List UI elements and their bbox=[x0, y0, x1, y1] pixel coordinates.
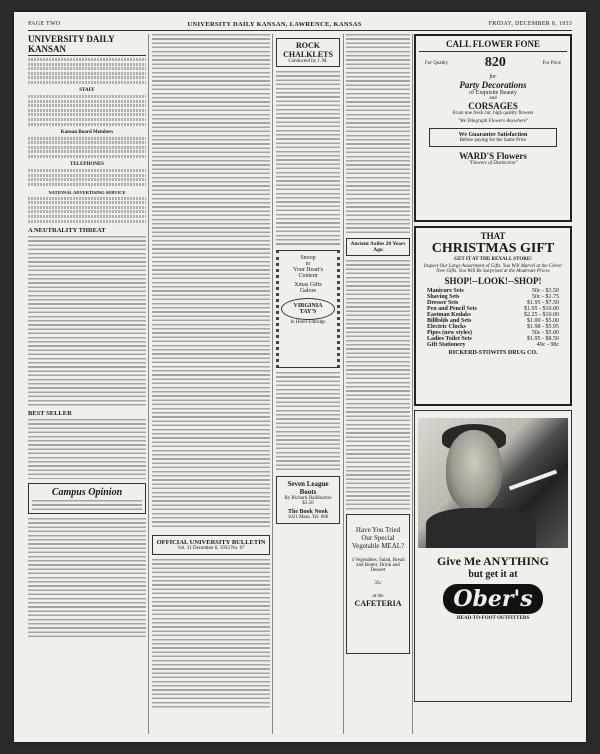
column-ads bbox=[414, 34, 572, 706]
rexall-item-name: Ladies Toilet Sets bbox=[427, 336, 472, 342]
obers-logo: Ober's bbox=[443, 584, 542, 614]
snoop-line-4: Content bbox=[298, 273, 318, 279]
flowers-range: From one fresh cut, high quality flowers bbox=[452, 111, 534, 116]
rexall-item-list bbox=[427, 288, 559, 348]
column-three-text bbox=[276, 372, 340, 472]
masthead-details bbox=[28, 58, 146, 84]
rexall-item-name: Shaving Sets bbox=[427, 294, 460, 300]
portrait-suit bbox=[426, 508, 536, 548]
rexall-item-name: Eastman Kodaks bbox=[427, 312, 471, 318]
column-rule bbox=[272, 34, 273, 734]
cafeteria-headline: Have You Tried Our Special Vegetable MEAL? bbox=[351, 526, 405, 550]
page-header bbox=[28, 18, 572, 31]
ancient-axiles-title: Ancient Axiles 20 Years Ago bbox=[350, 241, 406, 253]
snoop-line-6: Galore bbox=[299, 288, 317, 294]
flowers-and: and bbox=[489, 96, 497, 101]
rexall-item-price: $1.00 - $5.00 bbox=[527, 318, 559, 324]
rexall-item-price: 50c - $5.00 bbox=[531, 330, 559, 336]
book-nook-address: 1021 Mass. Tel. 666 bbox=[287, 515, 329, 520]
bulletin-notices bbox=[152, 559, 270, 709]
snoop-line-3: Your Heart's bbox=[293, 267, 323, 273]
virginia-tay-logo: VIRGINIA TAY'S bbox=[281, 298, 335, 320]
guarantee-line: We Guarantee Satisfaction bbox=[458, 132, 528, 138]
national-heading: NATIONAL ADVERTISING SERVICE bbox=[48, 189, 126, 195]
bulletin-sub: Vol. 31 December 8, 1933 No. 67 bbox=[177, 546, 245, 551]
page-label: PAGE TWO bbox=[28, 21, 61, 27]
ancient-axiles-box bbox=[346, 238, 410, 256]
flowers-for: for bbox=[489, 74, 497, 80]
column-misc bbox=[346, 34, 410, 658]
rexall-item-price: 50c - $1.75 bbox=[531, 294, 559, 300]
rexall-item-price: 50c - $3.50 bbox=[531, 288, 559, 294]
obers-give-me: Give Me ANYTHING bbox=[437, 554, 549, 568]
flower-fone-number: 820 bbox=[484, 55, 506, 70]
rexall-item-name: Dresser Sets bbox=[427, 300, 459, 306]
rexall-item-price: $1.95 - $7.50 bbox=[527, 300, 559, 306]
wards-slogan: "Flowers of Distinction" bbox=[468, 161, 518, 166]
ad-rexall bbox=[414, 226, 572, 406]
rexall-item-name: Pipes (new styles) bbox=[427, 330, 472, 336]
snoop-line-2: to bbox=[305, 261, 311, 267]
rexall-item-price: $1.95 - $10.00 bbox=[524, 306, 559, 312]
portrait-pen bbox=[509, 470, 557, 491]
for-price: For Price bbox=[542, 60, 561, 66]
obers-tagline: HEAD-TO-FOOT OUTFITTERS bbox=[456, 616, 530, 621]
ad-book-nook bbox=[276, 476, 340, 524]
book-author: By Richard Halliburton bbox=[284, 496, 332, 501]
date-line: FRIDAY, DECEMBER 8, 1933 bbox=[488, 21, 572, 27]
flowers-corsages: CORSAGES bbox=[468, 101, 518, 111]
rexall-item-name: Manicure Sets bbox=[427, 288, 464, 294]
chalklets-byline: Conducted by J. M. bbox=[288, 59, 328, 64]
newspaper-page bbox=[14, 12, 586, 742]
rexall-shop: SHOP!--LOOK!--SHOP! bbox=[444, 276, 542, 286]
column-letters bbox=[152, 34, 270, 709]
rexall-item-row bbox=[427, 342, 559, 348]
campus-opinion-title: Campus Opinion bbox=[51, 486, 123, 498]
rexall-item-price: $1.98 - $5.95 bbox=[527, 324, 559, 330]
ad-cafeteria bbox=[346, 514, 410, 654]
board-list bbox=[28, 137, 146, 158]
staff-heading: STAFF bbox=[79, 87, 95, 93]
column-editorial bbox=[28, 34, 146, 638]
rexall-get-it: GET IT AT THE REXALL STORE! bbox=[454, 257, 532, 262]
article-column-two bbox=[152, 34, 270, 529]
bulletin-box bbox=[152, 535, 270, 555]
paper-line: UNIVERSITY DAILY KANSAN, LAWRENCE, KANSAS bbox=[187, 20, 362, 28]
chalklets-text bbox=[276, 71, 340, 246]
rexall-christmas: CHRISTMAS GIFT bbox=[431, 241, 555, 256]
telephones-heading: TELEPHONES bbox=[70, 161, 104, 167]
book-title: Seven League Boots bbox=[287, 480, 329, 496]
headline-neutrality: A NEUTRALITY THREAT bbox=[28, 226, 106, 234]
book-nook-name: The Book Nook bbox=[287, 509, 328, 515]
chalklets-title: ROCK CHALKLETS bbox=[283, 41, 333, 59]
column-rule bbox=[412, 34, 413, 734]
flowers-party: Party Decorations bbox=[459, 80, 527, 90]
rexall-store: RICKERD-STOWITS DRUG CO. bbox=[448, 350, 538, 356]
column-chalklets bbox=[276, 34, 340, 528]
rexall-item-name: Electric Clocks bbox=[427, 324, 466, 330]
virginia-tay-location: In Hotel Eldridge bbox=[290, 320, 326, 325]
headline-best-seller: BEST SELLER bbox=[28, 409, 72, 417]
national-details bbox=[28, 197, 146, 223]
snoop-line-1: Snoop bbox=[300, 255, 316, 261]
rexall-item-name: Pen and Pencil Sets bbox=[427, 306, 477, 312]
masthead: UNIVERSITY DAILY KANSAN bbox=[28, 34, 146, 56]
rexall-item-price: $2.25 - $10.00 bbox=[524, 312, 559, 318]
rexall-item-price: $1.95 - $8.50 bbox=[527, 336, 559, 342]
rexall-expect: Inspect Our Large Assortment of Gifts. You Will Marvel at the Clever New Gifts. You Will Be Surprised at the Moderate Prices bbox=[423, 264, 563, 274]
cafeteria-name: CAFETERIA bbox=[354, 599, 402, 608]
cafeteria-menu: 4 Vegetables, Salad, Bread and Butter, Drink and Dessert bbox=[351, 558, 405, 573]
flowers-telegraph: "We Telegraph Flowers Anywhere" bbox=[457, 119, 529, 124]
campus-opinion-box bbox=[28, 483, 146, 514]
book-price: $3.50 bbox=[302, 501, 314, 506]
cafeteria-at: at the bbox=[372, 594, 384, 599]
guarantee-box bbox=[429, 128, 557, 147]
ad-wards-flowers bbox=[414, 34, 572, 222]
ancient-axiles-text bbox=[346, 260, 410, 510]
rexall-item-name: Billfolds and Sets bbox=[427, 318, 472, 324]
for-quality: For Quality bbox=[425, 60, 449, 66]
column-four-text bbox=[346, 34, 410, 234]
column-rule bbox=[343, 34, 344, 734]
bulletin-title: OFFICIAL UNIVERSITY BULLETIN bbox=[156, 539, 266, 546]
man-portrait-photo bbox=[418, 418, 568, 548]
rexall-item-name: Gift Stationery bbox=[427, 342, 466, 348]
article-neutrality bbox=[28, 236, 146, 406]
ad-virginia-tay bbox=[276, 250, 340, 368]
chalklets-header bbox=[276, 38, 340, 67]
article-campus-opinion bbox=[28, 518, 146, 638]
staff-list bbox=[28, 95, 146, 126]
campus-opinion-note bbox=[32, 500, 142, 510]
rexall-that: THAT bbox=[480, 231, 506, 241]
guarantee-sub: Before paying for the Same Price bbox=[459, 138, 527, 143]
portrait-face bbox=[446, 430, 502, 510]
article-best-seller bbox=[28, 419, 146, 479]
obers-but-get: but get it at bbox=[468, 569, 518, 580]
column-rule bbox=[148, 34, 149, 734]
ad-obers bbox=[414, 410, 572, 702]
telephone-list bbox=[28, 169, 146, 186]
rexall-item-price: 49c - 98c bbox=[536, 342, 559, 348]
flower-fone-call: CALL FLOWER FONE bbox=[419, 39, 567, 52]
cafeteria-price: 35c bbox=[374, 581, 382, 586]
wards-name: WARD'S Flowers bbox=[459, 151, 527, 161]
flowers-beauty: of Exquisite Beauty bbox=[469, 90, 517, 96]
board-heading: Kansan Board Members bbox=[60, 129, 114, 135]
snoop-line-5: Xmas Gifts bbox=[294, 282, 322, 288]
